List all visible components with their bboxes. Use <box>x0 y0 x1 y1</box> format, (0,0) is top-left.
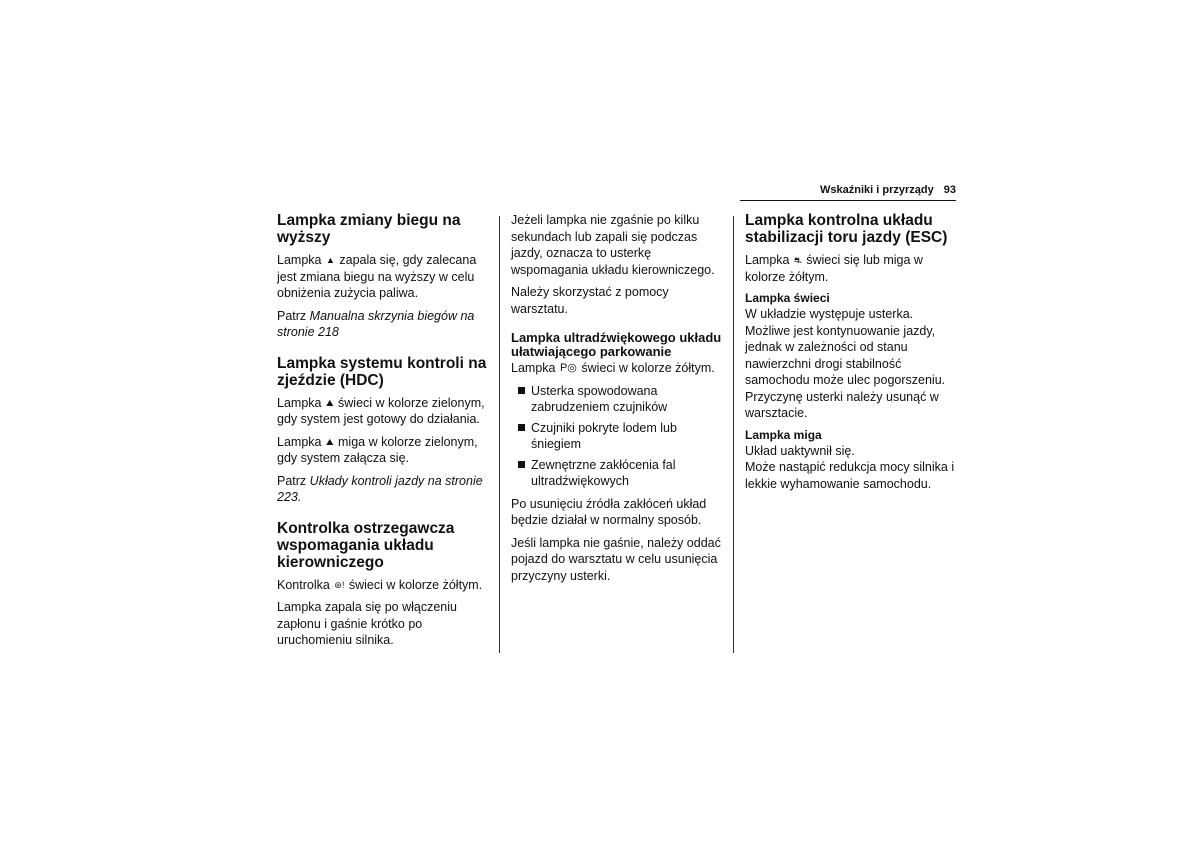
skidding-car-icon: ⛐ <box>793 255 802 265</box>
text: zapala się, gdy zalecana jest zmiana biegu na wyższy w celu obniżenia zużycia paliwa. <box>277 253 477 300</box>
bullet-square-icon <box>518 461 525 468</box>
text: świeci w kolorze żółtym. <box>581 361 715 375</box>
text: Patrz <box>277 473 307 488</box>
list-item-text: Zewnętrzne zakłócenia fal ultradźwiękowych <box>531 457 676 488</box>
paragraph <box>277 473 491 506</box>
steering-wheel-warning-icon: ⊛! <box>334 579 345 590</box>
paragraph <box>511 360 725 377</box>
text: Lampka <box>277 395 322 410</box>
paragraph: Lampka zapala się po włączeniu zapłonu i gaśnie krótko po uruchomieniu silnika. <box>277 600 457 647</box>
list-item <box>511 457 725 490</box>
text: Lampka <box>511 361 556 375</box>
column-divider <box>733 216 734 653</box>
header-rule <box>740 200 956 201</box>
paragraph <box>277 252 491 302</box>
text: Lampka <box>277 434 322 449</box>
paragraph: Należy skorzystać z pomocy warsztatu. <box>511 285 669 316</box>
park-assist-icon: P◎ <box>559 362 577 374</box>
list-item-text: Usterka spowodowana zabrudzeniem czujników <box>531 383 668 414</box>
header-title: Wskaźniki i przyrządy <box>820 184 934 196</box>
page-reference: Układy kontroli jazdy na stronie 223. <box>277 473 483 504</box>
paragraph: Układ uaktywnił się. <box>745 443 855 458</box>
section-heading-hdc: Lampka systemu kontroli na zjeździe (HDC) <box>277 354 487 389</box>
list-item <box>511 420 725 453</box>
bullet-list <box>511 383 725 490</box>
bullet-square-icon <box>518 387 525 394</box>
header-text <box>820 184 956 196</box>
paragraph <box>277 395 491 428</box>
list-item <box>511 383 725 416</box>
paragraph: Po usunięciu źródła zakłóceń układ będzie działał w normalny sposób. <box>511 496 707 527</box>
paragraph: W układzie występuje usterka. Możliwe jest kontynuowanie jazdy, jednak w zależności od stanu nawierzchni drogi stabilność samochodu może ulec pogorszeniu. Przyczynę usterki należy usunąć w warsztacie. <box>745 307 946 420</box>
section-heading-esc: Lampka kontrolna układu stabilizacji toru jazdy (ESC) <box>745 212 948 246</box>
text: Lampka <box>277 253 322 267</box>
text: świeci w kolorze żółtym. <box>348 577 483 592</box>
subheading-lamp-on: Lampka świeci <box>745 291 830 305</box>
text: Patrz <box>277 308 307 323</box>
column-divider <box>499 216 500 653</box>
section-heading-upshift: Lampka zmiany biegu na wyższy <box>277 212 461 246</box>
text: Kontrolka <box>277 577 330 592</box>
paragraph <box>277 434 491 467</box>
paragraph <box>745 252 959 285</box>
section-heading-park-assist: Lampka ultradźwiękowego układu ułatwiającego parkowanie <box>511 330 722 359</box>
text: Lampka <box>745 253 790 267</box>
upshift-arrow-icon: ▲ <box>325 255 335 265</box>
paragraph: Jeśli lampka nie gaśnie, należy oddać pojazd do warsztatu w celu usunięcia przyczyny usterki. <box>511 535 721 583</box>
column-3 <box>745 212 959 498</box>
paragraph: Jeżeli lampka nie zgaśnie po kilku sekundach lub zapali się podczas jazdy, oznacza to usterkę wspomagania układu kierowniczego. <box>511 213 715 277</box>
page-number: 93 <box>943 184 956 196</box>
page-header <box>740 184 956 201</box>
bullet-square-icon <box>518 424 525 431</box>
text: miga w kolorze zielonym, gdy system załącza się. <box>277 434 478 465</box>
section-heading-steering-warning: Kontrolka ostrzegawcza wspomagania układu kierowniczego <box>277 519 455 571</box>
text: świeci w kolorze zielonym, gdy system jest gotowy do działania. <box>277 395 485 426</box>
paragraph: Może nastąpić redukcja mocy silnika i lekkie wyhamowanie samochodu. <box>745 460 955 491</box>
text: świeci się lub miga w kolorze żółtym. <box>745 253 923 284</box>
hill-descent-car-icon: ⛰ <box>325 436 334 447</box>
paragraph <box>277 577 491 594</box>
column-1 <box>277 212 491 655</box>
column-2 <box>511 212 725 590</box>
paragraph <box>277 308 491 341</box>
subheading-lamp-flashing: Lampka miga <box>745 427 822 442</box>
hill-descent-car-icon: ⛰ <box>325 397 334 408</box>
page-reference: Manualna skrzynia biegów na stronie 218 <box>277 308 475 339</box>
list-item-text: Czujniki pokryte lodem lub śniegiem <box>531 420 677 451</box>
